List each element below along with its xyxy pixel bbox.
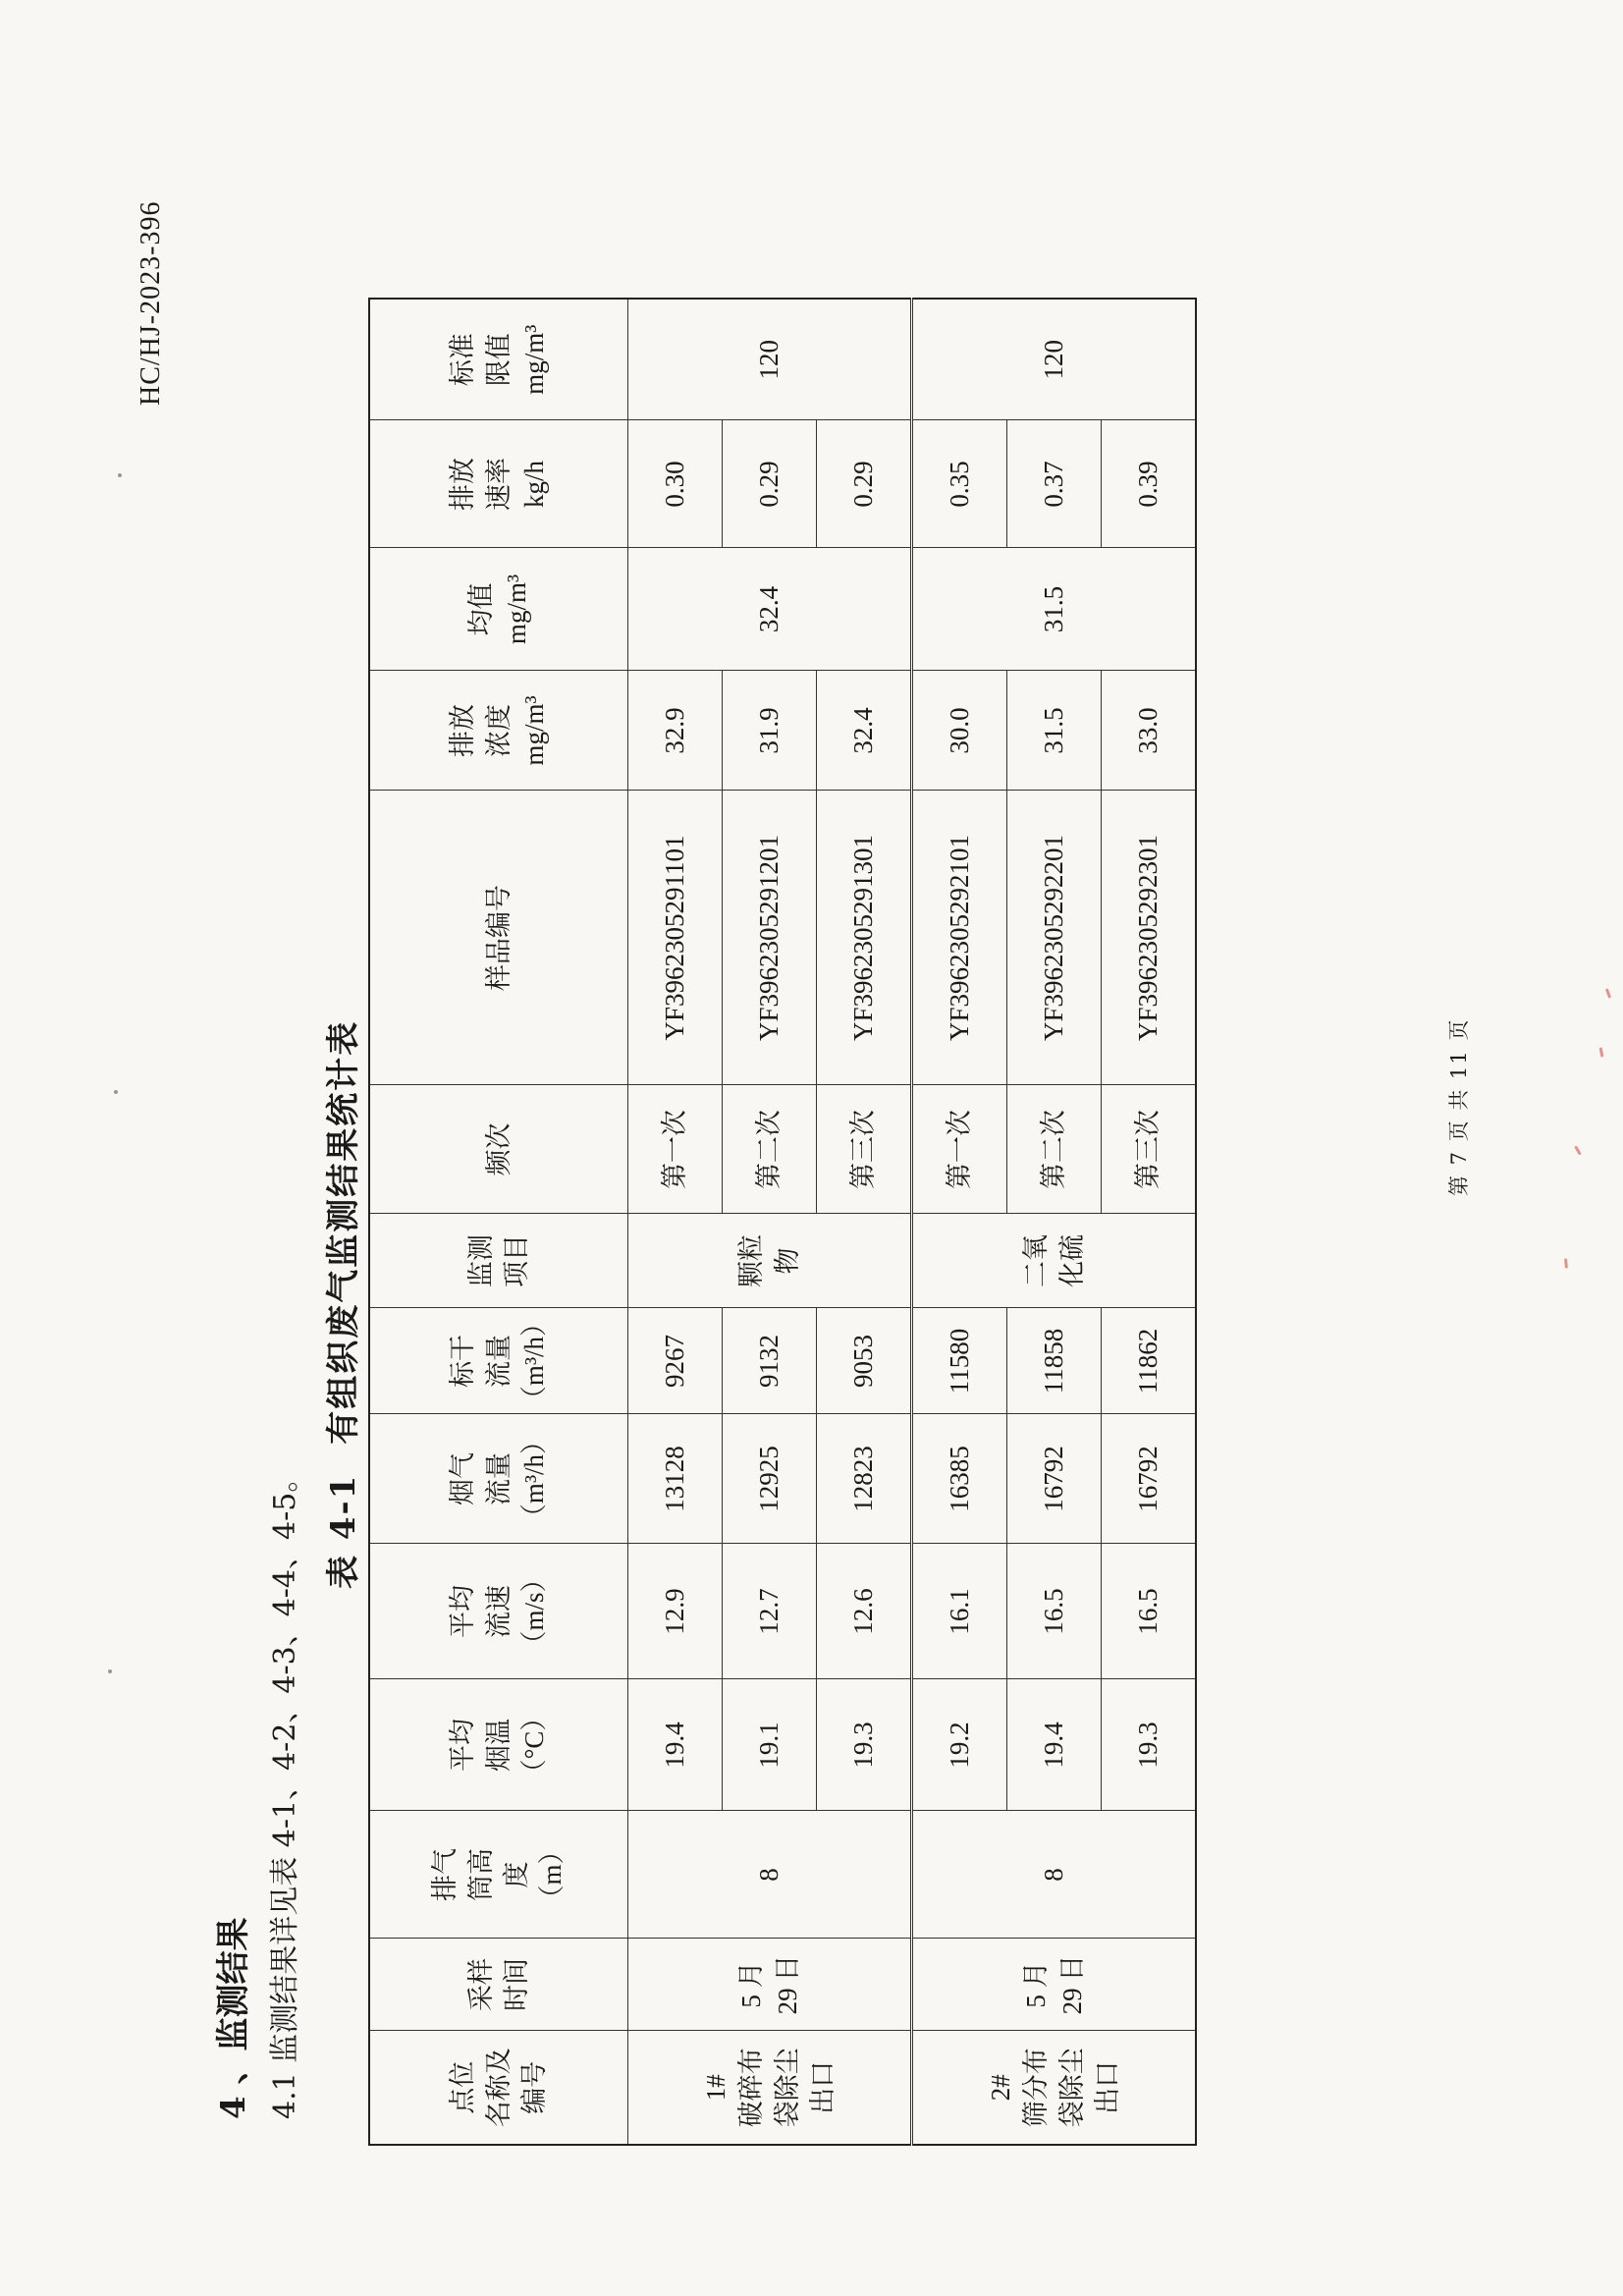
sample-id-cell: YF3962305292101 bbox=[912, 791, 1007, 1085]
time-cell: 5 月 29 日 bbox=[628, 1939, 912, 2031]
site-cell: 1# 破碎布 袋除尘 出口 bbox=[628, 2031, 912, 2145]
table-row bbox=[912, 299, 1007, 2145]
page-footer: 第 7 页 共 11 页 bbox=[1447, 1017, 1471, 1196]
header-flue-flow: 烟气 流量 （m³/h） bbox=[369, 1414, 628, 1544]
header-concentration: 排放 浓度 mg/m³ bbox=[369, 671, 628, 791]
rate-cell: 0.35 bbox=[912, 420, 1007, 548]
table-header-row bbox=[369, 299, 628, 2145]
header-site: 点位 名称及 编号 bbox=[369, 2031, 628, 2145]
table-caption bbox=[316, 991, 364, 1589]
frequency-cell: 第三次 bbox=[1102, 1085, 1197, 1214]
dry-flow-cell: 11862 bbox=[1102, 1308, 1197, 1414]
section-subtitle: 4.1 监测结果详见表 4-1、4-2、4-3、4-4、4-5。 bbox=[268, 1462, 302, 2119]
stack-height-cell: 8 bbox=[912, 1811, 1197, 1939]
frequency-cell: 第二次 bbox=[723, 1085, 817, 1214]
monitoring-results-table bbox=[368, 298, 1197, 2146]
concentration-cell: 32.9 bbox=[628, 671, 723, 791]
dry-flow-cell: 11580 bbox=[912, 1308, 1007, 1414]
document-id: HC/HJ-2023-396 bbox=[135, 200, 166, 406]
flue-flow-cell: 16792 bbox=[1007, 1414, 1102, 1544]
table-title: 有组织废气监测结果统计表 bbox=[324, 1019, 363, 1445]
header-stack-height: 排气 筒高 度 （m） bbox=[369, 1811, 628, 1939]
velocity-cell: 16.5 bbox=[1007, 1544, 1102, 1679]
header-dry-flow: 标干 流量 （m³/h） bbox=[369, 1308, 628, 1414]
sample-id-cell: YF3962305291101 bbox=[628, 791, 723, 1085]
frequency-cell: 第一次 bbox=[628, 1085, 723, 1214]
concentration-cell: 31.9 bbox=[723, 671, 817, 791]
table-number: 表 4-1 bbox=[324, 1473, 363, 1589]
frequency-cell: 第三次 bbox=[817, 1085, 912, 1214]
dry-flow-cell: 9267 bbox=[628, 1308, 723, 1414]
frequency-cell: 第二次 bbox=[1007, 1085, 1102, 1214]
header-average: 均值 mg/m³ bbox=[369, 548, 628, 671]
rate-cell: 0.37 bbox=[1007, 420, 1102, 548]
temp-cell: 19.2 bbox=[912, 1679, 1007, 1811]
velocity-cell: 16.1 bbox=[912, 1544, 1007, 1679]
sample-id-cell: YF3962305291201 bbox=[723, 791, 817, 1085]
temp-cell: 19.3 bbox=[1102, 1679, 1197, 1811]
header-velocity: 平均 流速 （m/s） bbox=[369, 1544, 628, 1679]
rate-cell: 0.29 bbox=[723, 420, 817, 548]
rate-cell: 0.29 bbox=[817, 420, 912, 548]
item-cell: 颗粒 物 bbox=[628, 1214, 912, 1308]
concentration-cell: 31.5 bbox=[1007, 671, 1102, 791]
concentration-cell: 33.0 bbox=[1102, 671, 1197, 791]
dry-flow-cell: 9053 bbox=[817, 1308, 912, 1414]
item-cell: 二氧 化硫 bbox=[912, 1214, 1197, 1308]
header-item: 监测 项目 bbox=[369, 1214, 628, 1308]
dry-flow-cell: 11858 bbox=[1007, 1308, 1102, 1414]
sample-id-cell: YF3962305291301 bbox=[817, 791, 912, 1085]
header-frequency: 频次 bbox=[369, 1085, 628, 1214]
table-row bbox=[628, 299, 723, 2145]
temp-cell: 19.4 bbox=[1007, 1679, 1102, 1811]
velocity-cell: 12.9 bbox=[628, 1544, 723, 1679]
stack-height-cell: 8 bbox=[628, 1811, 912, 1939]
rate-cell: 0.30 bbox=[628, 420, 723, 548]
section-title: 4 、监测结果 bbox=[214, 1917, 253, 2119]
flue-flow-cell: 16792 bbox=[1102, 1414, 1197, 1544]
flue-flow-cell: 12823 bbox=[817, 1414, 912, 1544]
site-cell: 2# 筛分布 袋除尘 出口 bbox=[912, 2031, 1197, 2145]
sample-id-cell: YF3962305292301 bbox=[1102, 791, 1197, 1085]
average-cell: 32.4 bbox=[628, 548, 912, 671]
header-limit: 标准 限值 mg/m³ bbox=[369, 299, 628, 420]
velocity-cell: 16.5 bbox=[1102, 1544, 1197, 1679]
sample-id-cell: YF3962305292201 bbox=[1007, 791, 1102, 1085]
concentration-cell: 32.4 bbox=[817, 671, 912, 791]
rate-cell: 0.39 bbox=[1102, 420, 1197, 548]
header-rate: 排放 速率 kg/h bbox=[369, 420, 628, 548]
frequency-cell: 第一次 bbox=[912, 1085, 1007, 1214]
average-cell: 31.5 bbox=[912, 548, 1197, 671]
header-temp: 平均 烟温 （°C） bbox=[369, 1679, 628, 1811]
limit-cell: 120 bbox=[628, 299, 912, 420]
velocity-cell: 12.6 bbox=[817, 1544, 912, 1679]
velocity-cell: 12.7 bbox=[723, 1544, 817, 1679]
flue-flow-cell: 16385 bbox=[912, 1414, 1007, 1544]
temp-cell: 19.1 bbox=[723, 1679, 817, 1811]
time-cell: 5 月 29 日 bbox=[912, 1939, 1197, 2031]
limit-cell: 120 bbox=[912, 299, 1197, 420]
temp-cell: 19.4 bbox=[628, 1679, 723, 1811]
concentration-cell: 30.0 bbox=[912, 671, 1007, 791]
temp-cell: 19.3 bbox=[817, 1679, 912, 1811]
flue-flow-cell: 12925 bbox=[723, 1414, 817, 1544]
dry-flow-cell: 9132 bbox=[723, 1308, 817, 1414]
header-time: 采样 时间 bbox=[369, 1939, 628, 2031]
flue-flow-cell: 13128 bbox=[628, 1414, 723, 1544]
header-sample-id: 样品编号 bbox=[369, 791, 628, 1085]
